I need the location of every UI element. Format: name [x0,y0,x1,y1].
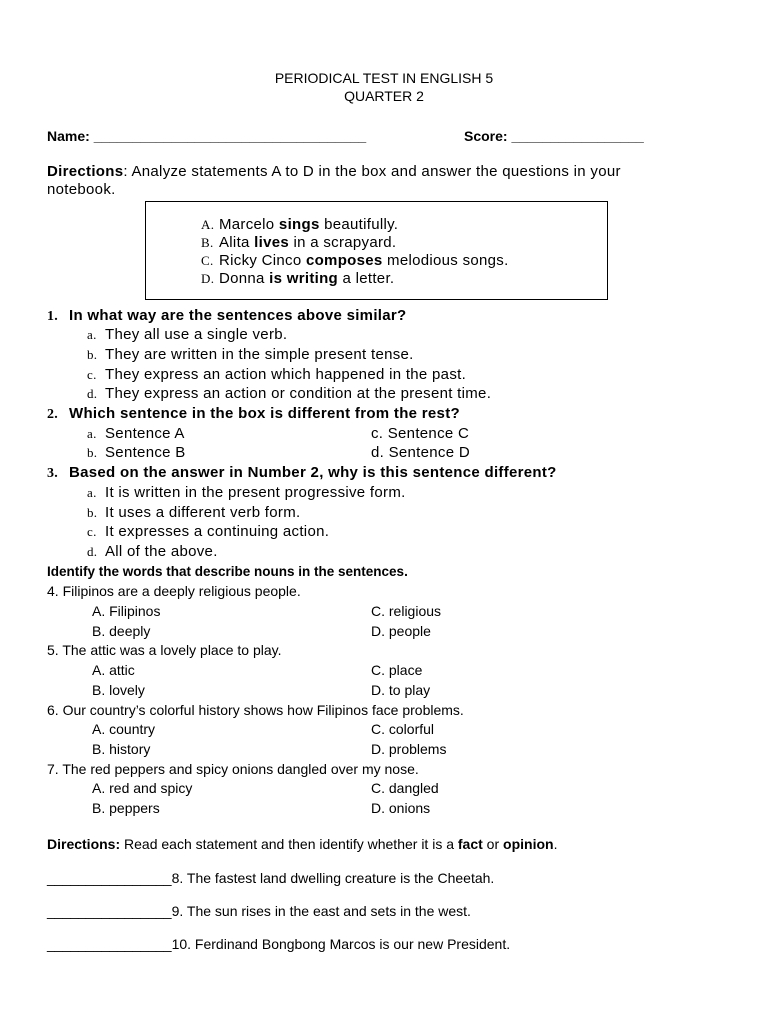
name-field[interactable] [47,128,366,144]
box-item: C. Ricky Cinco composes melodious songs. [201,252,509,269]
question-7: 7. The red peppers and spicy onions dangled over my nose. [47,761,419,777]
fact-item-8: ________________8. The fastest land dwelling creature is the Cheetah. [47,870,495,886]
q6-option-c[interactable]: C. colorful [371,721,435,737]
directions-text: : Analyze statements A to D in the box and answer the questions in your [123,163,621,180]
q4-option-b[interactable]: B. deeply [92,623,151,639]
section-2-instruction: Identify the words that describe nouns in the sentences. [47,564,408,579]
fact-item-10: ________________10. Ferdinand Bongbong Marcos is our new President. [47,936,511,952]
q6-option-d[interactable]: D. problems [371,741,447,757]
q1-option-d[interactable]: d. They express an action or condition at the present time. [87,385,492,402]
q4-option-c[interactable]: C. religious [371,603,442,619]
box-item: A. Marcelo sings beautifully. [201,216,399,233]
question-4: 4. Filipinos are a deeply religious people. [47,583,301,599]
answer-blank[interactable]: ________________ [47,903,172,919]
question-5: 5. The attic was a lovely place to play. [47,642,282,658]
score-field[interactable] [464,128,644,144]
q1-option-b[interactable]: b. They are written in the simple present tense. [87,346,414,363]
q5-option-d[interactable]: D. to play [371,682,431,698]
q7-option-a[interactable]: A. red and spicy [92,780,193,796]
q5-option-b[interactable]: B. lovely [92,682,145,698]
q2-option-c[interactable]: c. Sentence C [371,425,470,442]
fact-item-9: ________________9. The sun rises in the east and sets in the west. [47,903,471,919]
directions-1 [47,163,621,180]
q7-option-c[interactable]: C. dangled [371,780,439,796]
q3-option-d[interactable]: d. All of the above. [87,543,218,560]
name-line: ___________________________________ [93,128,367,144]
q3-option-a[interactable]: a. It is written in the present progressive form. [87,484,406,501]
directions-1-cont: notebook. [47,181,116,198]
answer-blank[interactable]: ________________ [47,936,172,952]
q7-option-d[interactable]: D. onions [371,800,431,816]
q2-option-a[interactable]: a. Sentence A [87,425,185,442]
score-label: Score: [464,128,508,144]
q4-option-d[interactable]: D. people [371,623,431,639]
q3-option-c[interactable]: c. It expresses a continuing action. [87,523,330,540]
q1-option-c[interactable]: c. They express an action which happened in the past. [87,366,467,383]
name-label: Name: [47,128,90,144]
box-item: B. Alita lives in a scrapyard. [201,234,397,251]
q4-option-a[interactable]: A. Filipinos [92,603,161,619]
directions-2: Directions: Read each statement and then identify whether it is a fact or opinion. [47,836,558,852]
box-item: D. Donna is writing a letter. [201,270,395,287]
question-3: 3. Based on the answer in Number 2, why is this sentence different? [47,464,557,481]
question-6: 6. Our country’s colorful history shows how Filipinos face problems. [47,702,464,718]
page-title: PERIODICAL TEST IN ENGLISH 5 [274,70,494,86]
q5-option-a[interactable]: A. attic [92,662,135,678]
q7-option-b[interactable]: B. peppers [92,800,160,816]
directions-label: Directions [47,163,124,180]
question-2: 2. Which sentence in the box is different from the rest? [47,405,460,422]
q6-option-a[interactable]: A. country [92,721,156,737]
question-1: 1. In what way are the sentences above similar? [47,307,407,324]
q5-option-c[interactable]: C. place [371,662,423,678]
answer-blank[interactable]: ________________ [47,870,172,886]
q6-option-b[interactable]: B. history [92,741,151,757]
q3-option-b[interactable]: b. It uses a different verb form. [87,504,301,521]
page-subtitle: QUARTER 2 [344,88,424,104]
q2-option-d[interactable]: d. Sentence D [371,444,470,461]
q2-option-b[interactable]: b. Sentence B [87,444,186,461]
score-line: _________________ [511,128,644,144]
q1-option-a[interactable]: a. They all use a single verb. [87,326,288,343]
